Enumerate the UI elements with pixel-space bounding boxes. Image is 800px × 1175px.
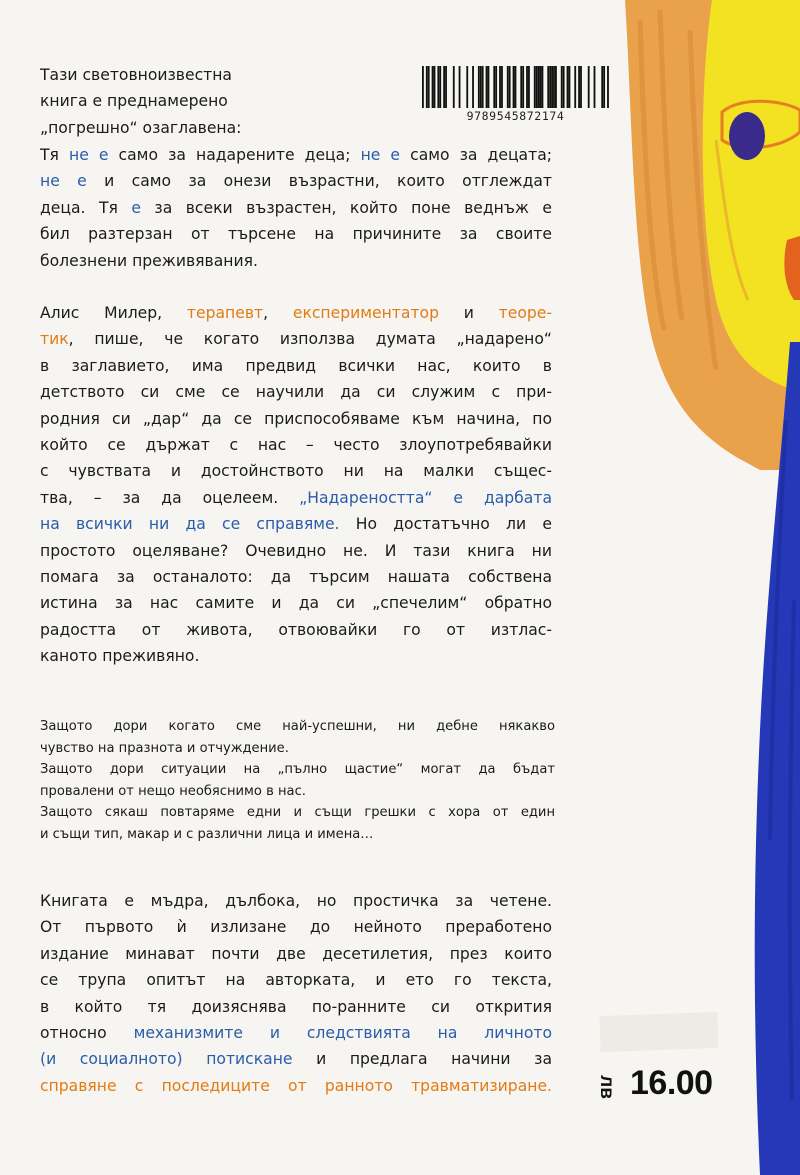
text-run: и само за онези възрастни, които отглеждат: [86, 172, 552, 191]
barcode-bar: [553, 66, 555, 108]
price-value: 16.00: [630, 1064, 713, 1102]
text-line: Книгата е мъдра, дълбока, но простичка за четене.: [40, 892, 552, 910]
highlight-orange: теоре-: [498, 304, 552, 322]
text-line: бил разтерзан от търсене на причините за своите: [40, 225, 552, 244]
text-run: и: [438, 304, 499, 322]
text-line: родния си „дар“ да се приспособяваме към начина, по: [40, 409, 552, 428]
text-line: в заглавието, има предвид всички нас, които в: [40, 356, 552, 375]
text-line: От първото ѝ излизане до нейното преработено: [40, 918, 552, 937]
text-line: [40, 300, 552, 326]
text-run: за всеки възрастен, който поне веднъж е: [140, 198, 552, 217]
text-line: детството си сме се научили да си служим с при-: [40, 383, 552, 402]
text-line: [40, 142, 552, 168]
text-run: относно: [40, 1024, 134, 1043]
text-line: се трупа опитът на авторката, и ето го текста,: [40, 971, 552, 990]
paragraph-book: [40, 888, 552, 1099]
text-line: [40, 1073, 552, 1099]
text-line: истина за нас самите и да си „спечелим“ обратно: [40, 594, 552, 613]
text-line: издание минават почти две десетилетия, през които: [40, 944, 552, 963]
highlight-blue: не е: [69, 146, 109, 164]
text-run: деца. Тя: [40, 198, 132, 217]
highlight-blue: е: [131, 198, 141, 217]
barcode-bar: [580, 66, 582, 108]
text-line: Защото дори ситуации на „пълно щастие“ могат да бъдат: [40, 762, 555, 777]
isbn-number: 9789545872174: [466, 109, 565, 123]
text-line: простото оцеляване? Очевидно не. И тази книга ни: [40, 541, 552, 560]
highlight-blue: механизмите и следствията на личното: [133, 1024, 552, 1043]
barcode-bar: [578, 66, 580, 108]
text-run: само за децата;: [400, 146, 553, 164]
text-run: тва, – за да оцелеем.: [40, 488, 300, 507]
barcode-bar: [574, 66, 576, 108]
mouth: [784, 236, 800, 300]
barcode-bar: [601, 66, 603, 108]
text-line: помага за останалото: да търсим нашата собствена: [40, 568, 552, 587]
paragraph-reasons: [40, 716, 555, 845]
barcode-bar: [603, 66, 605, 108]
highlight-blue: на всички ни да се справяме.: [40, 515, 340, 534]
text-run: Алис Милер,: [40, 304, 187, 322]
dress-texture: [770, 420, 794, 1100]
text-line: Защото дори когато сме най-успешни, ни дебне някакво: [40, 719, 555, 734]
hair-strands: [640, 10, 716, 370]
highlight-orange: терапевт: [186, 304, 264, 322]
highlight-blue: не е: [360, 146, 401, 164]
price-currency: лв: [596, 1075, 617, 1099]
face-shading: [716, 140, 748, 300]
text-run: и предлага начини за: [292, 1050, 552, 1069]
highlight-orange: експериментатор: [292, 304, 439, 322]
text-line: [40, 1020, 552, 1046]
text-line: радостта от живота, отвоювайки го от изтлас-: [40, 620, 552, 639]
barcode-bar: [563, 66, 565, 108]
highlight-orange: тик: [40, 330, 69, 349]
highlight-blue: (и социалното) потискане: [40, 1050, 293, 1069]
intro-line: книга е преднамерено: [40, 92, 228, 111]
highlight-blue: „Надареността“ е дарбата: [299, 488, 552, 507]
barcode-bar: [567, 66, 569, 108]
text-line: и същи тип, макар и с различни лица и имена…: [40, 826, 374, 842]
barcode-bar: [588, 66, 590, 108]
text-run: , пише, че когато използва думата „надарено“: [68, 330, 552, 349]
face-shape: [703, 0, 800, 392]
hair-shape: [625, 0, 800, 470]
highlight-blue: не е: [40, 172, 87, 191]
eye-pupil: [729, 112, 765, 160]
paragraph-author: [40, 300, 552, 670]
text-line: провалени от нещо необяснимо в нас.: [40, 783, 306, 799]
dress-shape: [755, 342, 800, 1175]
price-sticker-residue: [599, 1012, 718, 1052]
text-line: болезнени преживявания.: [40, 251, 258, 270]
text-line: който се държат с нас – често злоупотребявайки: [40, 436, 552, 455]
text-line: [40, 511, 552, 537]
text-line: в който тя доизяснява по-ранните си открития: [40, 997, 552, 1016]
text-line: каното преживяно.: [40, 647, 200, 666]
text-line: [40, 1046, 552, 1072]
text-line: [40, 168, 552, 194]
intro-line: Тази световноизвестна: [40, 66, 232, 84]
text-line: [40, 485, 552, 511]
barcode-bar: [594, 66, 596, 108]
barcode-bar: [555, 66, 557, 108]
paragraph-audience: [40, 142, 552, 274]
text-run: Тя: [40, 146, 69, 164]
text-run: само за надарените деца;: [108, 146, 361, 164]
intro-paragraph: [40, 62, 552, 141]
text-run: ,: [263, 304, 293, 322]
barcode-bar: [569, 66, 571, 108]
highlight-orange: справяне с последиците от ранното травматизиране.: [40, 1076, 552, 1095]
text-line: [40, 326, 552, 352]
barcode-bar: [561, 66, 563, 108]
text-line: с чувствата и достойнството ни на малки същес-: [40, 462, 552, 481]
text-line: Защото сякаш повтаряме едни и същи грешки с хора от един: [40, 805, 555, 820]
eye-outline: [722, 101, 800, 147]
text-line: [40, 195, 552, 221]
text-run: Но достатъчно ли е: [339, 515, 552, 534]
intro-line: „погрешно“ озаглавена:: [40, 118, 242, 137]
barcode-bar: [607, 66, 609, 108]
text-line: чувство на празнота и отчуждение.: [40, 740, 289, 756]
